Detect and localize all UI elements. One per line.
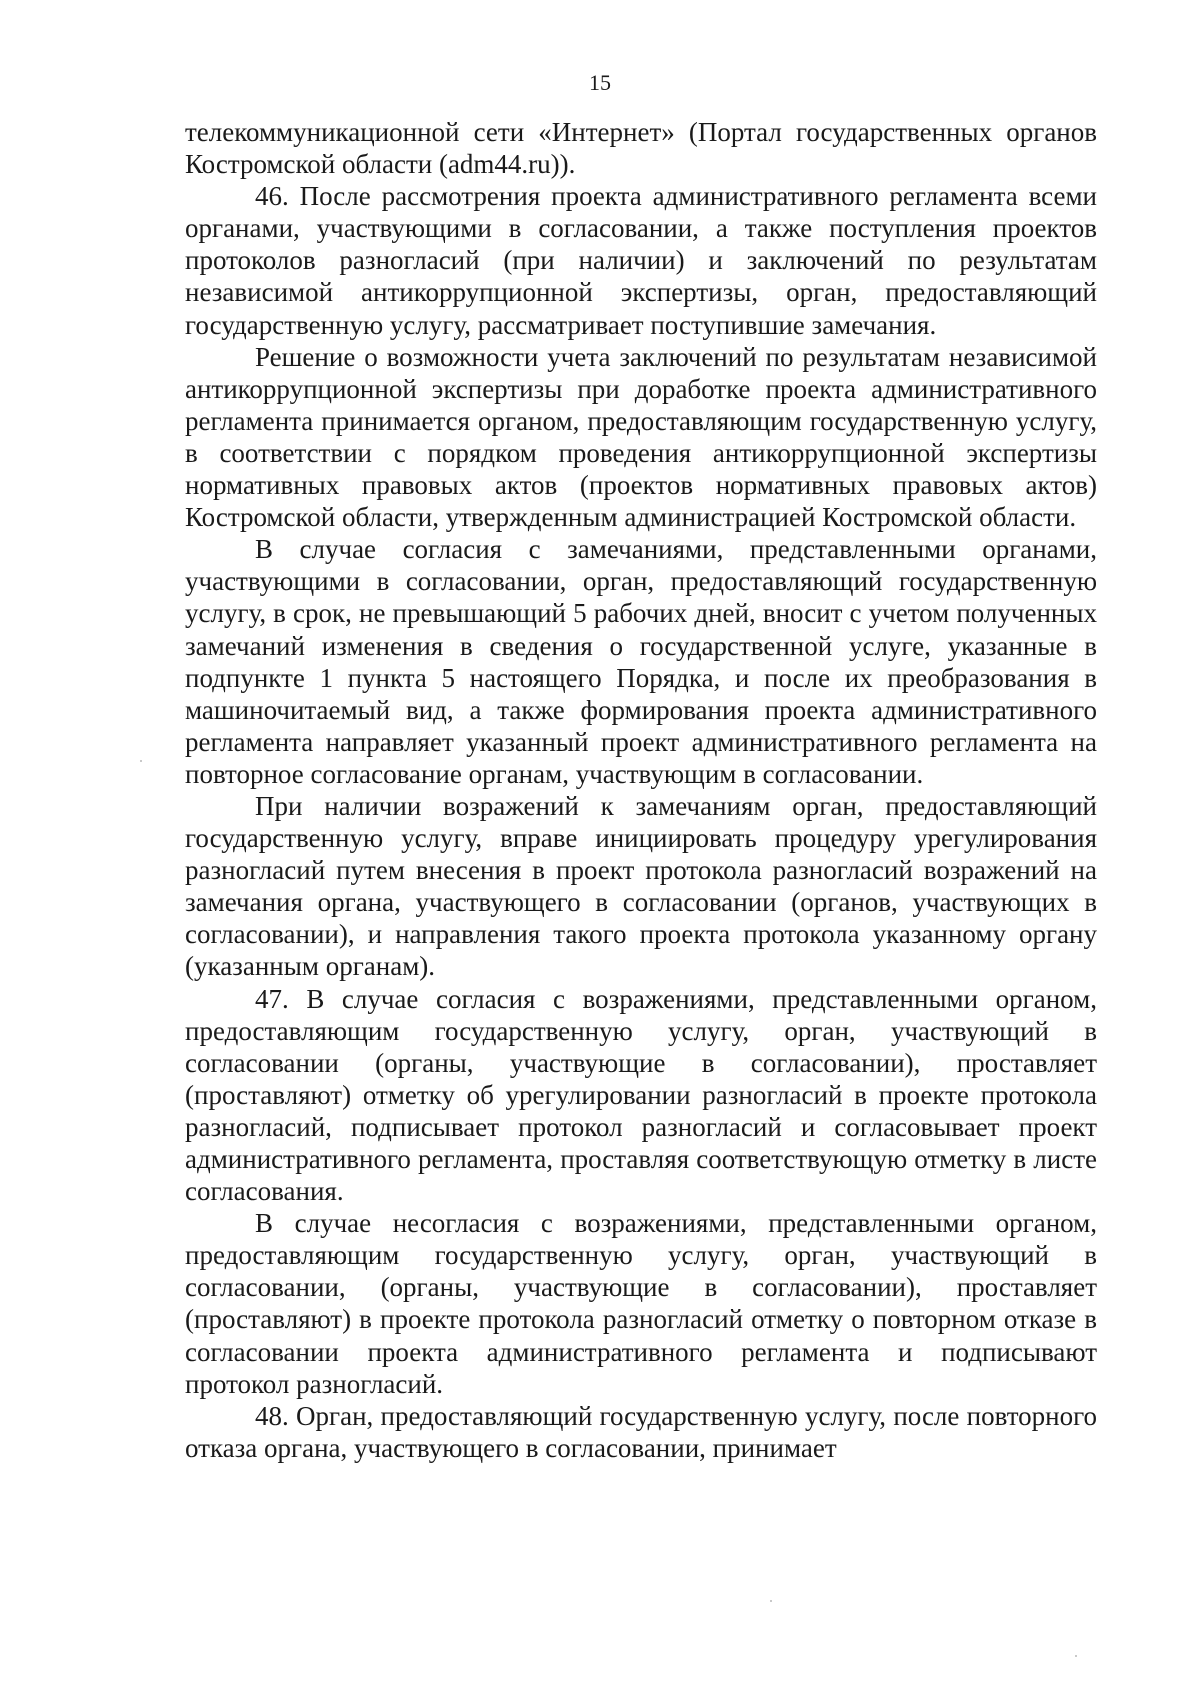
paragraph-continuation: телекоммуникационной сети «Интернет» (Портал государственных органов Костромской области (adm44.ru)). [185, 117, 1097, 180]
paragraph-item-48: 48. Орган, предоставляющий государственную услугу, после повторного отказа органа, участвующего в согласовании, принимает [185, 1400, 1097, 1463]
page-number: 15 [589, 70, 611, 95]
scan-speck [1075, 1655, 1077, 1657]
document-body [185, 116, 1097, 1464]
paragraph-item-46: 46. После рассмотрения проекта административного регламента всеми органами, участвующими в согласовании, а также поступления проектов протоколов разногласий (при наличии) и заключений по результатам независимой антикоррупционной экспертизы, орган, предоставляющий государственную услугу, рассматривает поступившие замечания. [185, 181, 1097, 340]
paragraph-agreement-case: В случае согласия с замечаниями, представленными органами, участвующими в согласовании, орган, предоставляющий государственную услугу, в срок, не превышающий 5 рабочих дней, вносит с учетом полученных замечаний изменения в сведения о государственной услуге, указанные в подпункте 1 пункта 5 настоящего Порядка, и после их преобразования в машиночитаемый вид, а также формирования проекта административного регламента направляет указанный проект административного регламента на повторное согласование органам, участвующим в согласовании. [185, 534, 1097, 789]
paragraph-decision: Решение о возможности учета заключений по результатам независимой антикоррупционной экспертизы при доработке проекта административного регламента принимается органом, предоставляющим государственную услугу, в соответствии с порядком проведения антикоррупционной экспертизы нормативных правовых актов (проектов нормативных правовых актов) Костромской области, утвержденным администрацией Костромской области. [185, 341, 1097, 533]
paragraph-objections: При наличии возражений к замечаниям орган, предоставляющий государственную услугу, вправе инициировать процедуру урегулирования разногласий путем внесения в проект протокола разногласий возражений на замечания органа, участвующего в согласовании (органов, участвующих в согласовании), и направления такого проекта протокола указанному органу (указанным органам). [185, 790, 1097, 982]
paragraph-disagreement-case: В случае несогласия с возражениями, представленными органом, предоставляющим государственную услугу, орган, участвующий в согласовании, (органы, участвующие в согласовании), проставляет (проставляют) в проекте протокола разногласий отметку о повторном отказе в согласовании проекта административного регламента и подписывают протокол разногласий. [185, 1208, 1097, 1399]
paragraph-item-47: 47. В случае согласия с возражениями, представленными органом, предоставляющим государственную услугу, орган, участвующий в согласовании (органы, участвующие в согласовании), проставляет (проставляют) отметку об урегулировании разногласий в проекте протокола разногласий, подписывает протокол разногласий и согласовывает проект административного регламента, проставляя соответствующую отметку в листе согласования. [185, 983, 1097, 1207]
scan-speck [770, 1600, 772, 1602]
scan-speck [140, 760, 142, 762]
